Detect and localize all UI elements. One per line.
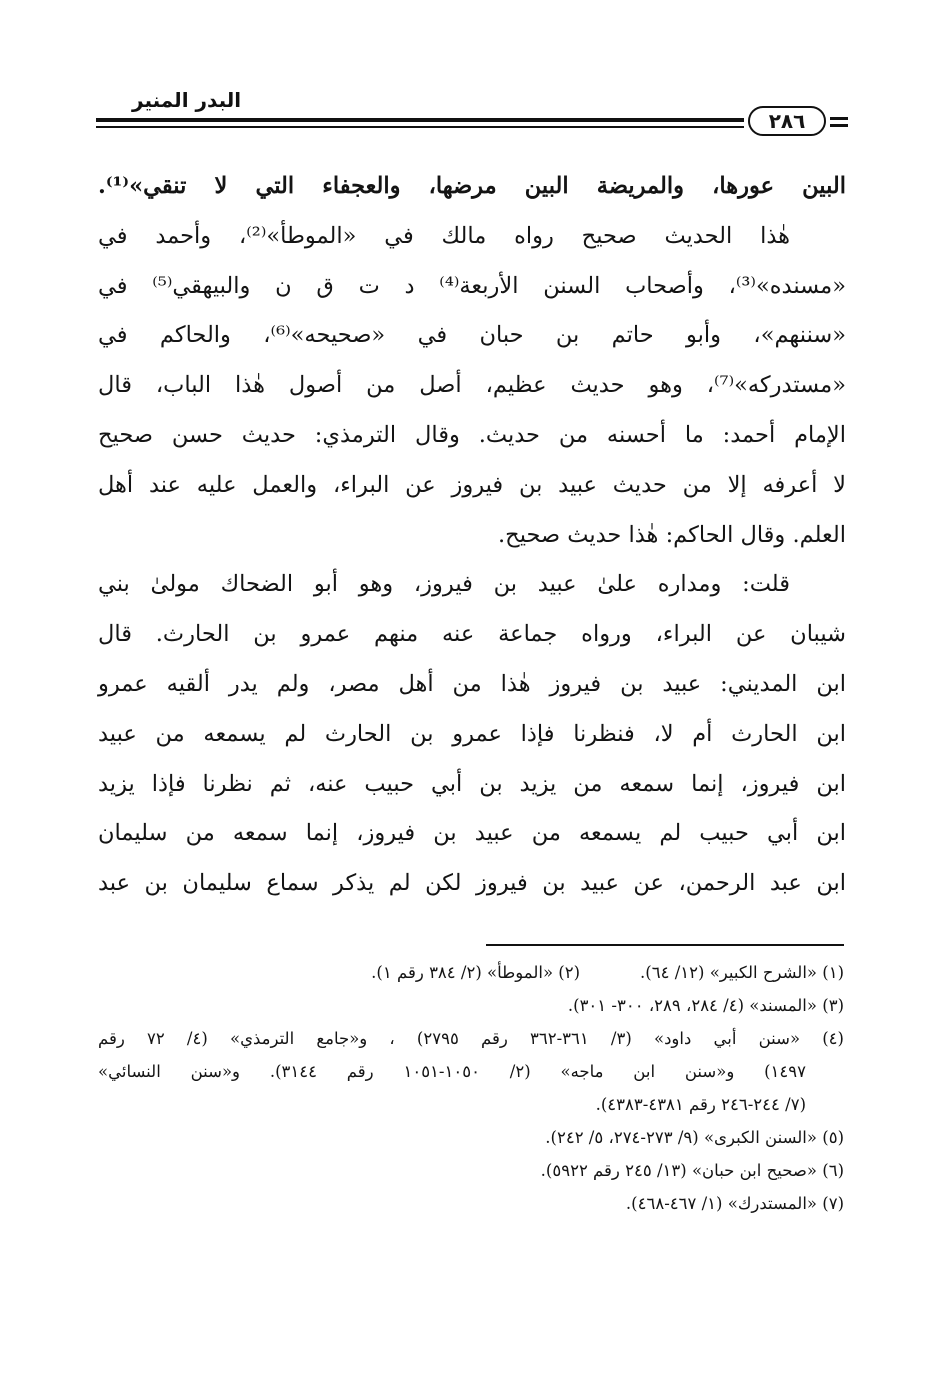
footnote-2: (٢) «الموطأ» (٢/ ٣٨٤ رقم ١). — [371, 963, 581, 982]
page-number: ٢٨٦ — [748, 106, 826, 136]
header-tail-rule-top — [830, 117, 848, 120]
footnote-1: (١) «الشرح الكبير» (١٢/ ٦٤). — [640, 963, 844, 982]
text-line: ابن عبد الرحمن، عن عبيد بن فيروز لكن لم يذكر سماع سليمان بن عبد — [98, 870, 846, 897]
text-line: ابن الحارث أم لا، فنظرنا فإذا عمرو بن الحارث لم يسمعه من عبيد — [98, 720, 846, 747]
footnote-separator — [486, 944, 844, 946]
text-line: الإمام أحمد: ما أحسنه من حديث. وقال الترمذي: حديث حسن صحيح — [98, 421, 846, 448]
footnote-4-line-1: (٤) «سنن أبي داود» (٣/ ٣٦١-٣٦٢ رقم ٢٧٩٥) ، و«جامع الترمذي» (٤/ ٧٢ رقم — [98, 1029, 844, 1048]
text-line: هٰذا الحديث صحيح رواه مالك في «الموطأ»⁽²⁾، وأحمد في — [98, 222, 790, 249]
footnotes — [98, 956, 844, 1220]
footnote-4-line-3: (٧/ ٢٤٤-٢٤٦ رقم ٤٣٨١-٤٣٨٣). — [595, 1095, 806, 1114]
text-line: ابن أبي حبيب لم يسمعه من عبيد بن فيروز، إنما سمعه من سليمان — [98, 820, 846, 847]
header-tail-rule-bottom — [830, 124, 848, 127]
footnote-5: (٥) «السنن الكبرى» (٩/ ٢٧٣-٢٧٤، ٥/ ٢٤٢). — [545, 1128, 844, 1147]
text-line: شيبان عن البراء، ورواه جماعة عنه منهم عمرو بن الحارث. قال — [98, 621, 846, 648]
running-title: البدر المنير — [132, 88, 242, 112]
footnote-6: (٦) «صحيح ابن حبان» (١٣/ ٢٤٥ رقم ٥٩٢٢). — [540, 1161, 844, 1180]
footnote-4-line-2: ١٤٩٧) و«سنن ابن ماجه» (٢/ ١٠٥٠-١٠٥١ رقم ٣١٤٤). و«سنن النسائي» — [98, 1062, 806, 1081]
text-line: «مسنده»⁽³⁾، وأصحاب السنن الأربعة⁽⁴⁾ د ت ق ن والبيهقي⁽⁵⁾ في — [98, 272, 846, 299]
footnote-row — [98, 956, 844, 989]
text-line: ابن فيروز، إنما سمعه من يزيد بن أبي حبيب عنه، ثم نظرنا فإذا يزيد — [98, 770, 846, 797]
text-line: «مستدركه»⁽⁷⁾، وهو حديث عظيم، أصل من أصول هٰذا الباب، قال — [98, 372, 846, 399]
text-line: قلت: ومداره علىٰ عبيد بن فيروز، وهو أبو الضحاك مولىٰ بني — [98, 571, 790, 598]
page-header — [96, 86, 848, 138]
text-line: البين عورها، والمريضة البين مرضها، والعجفاء التي لا تنقي»⁽¹⁾. — [98, 173, 846, 199]
text-line: «سننهم»، وأبو حاتم بن حبان في «صحيحه»⁽⁶⁾، والحاكم في — [98, 322, 846, 349]
main-text — [98, 162, 846, 909]
footnote-7: (٧) «المستدرك» (١/ ٤٦٧-٤٦٨). — [625, 1194, 844, 1213]
text-line: لا أعرفه إلا من حديث عبيد بن فيروز عن البراء، والعمل عليه عند أهل — [98, 471, 846, 498]
header-rule-thick — [96, 118, 744, 122]
text-line: ابن المديني: عبيد بن فيروز هٰذا من أهل مصر، ولم يدر ألقيه عمرو — [98, 670, 846, 697]
text-line: العلم. وقال الحاكم: هٰذا حديث صحيح. — [498, 521, 846, 548]
header-rule-thin — [96, 126, 744, 128]
footnote-3: (٣) «المسند» (٤/ ٢٨٤، ٢٨٩، ٣٠٠- ٣٠١). — [567, 996, 844, 1015]
